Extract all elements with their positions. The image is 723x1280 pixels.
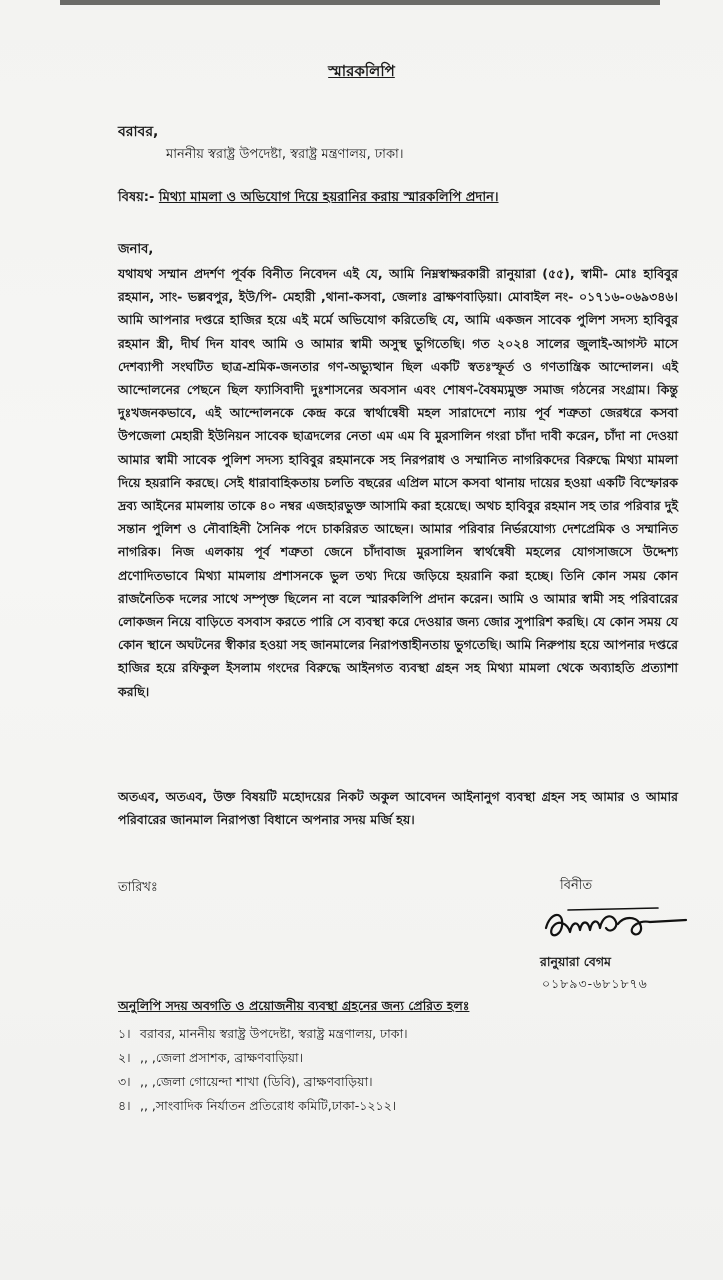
subject-text: মিথ্যা মামলা ও অভিযোগ দিয়ে হয়রানির করায় স্মারকলিপি প্রদান। (158, 190, 499, 205)
list-item: ২। ,, ,জেলা প্রসাশক, ব্রাক্ষণবাড়িয়া। (118, 1050, 304, 1065)
body-paragraph-1: যথাযথ সম্মান প্রদর্শণ পূর্বক বিনীত নিবেদন এই যে, আমি নিম্নস্বাক্ষরকারী রানুয়ারা (৫৫), স্বামী- মোঃ হাবিবুর রহমান, সাং- ভল্লবপুর, ইউ/পি- মেহারী ,থানা-কসবা, জেলাঃ ব্রাক্ষণবাড়িয়া। মোবাইল নং- ০১৭১৬-০৬৯৩৪৬। আমি আপনার দপ্তরে হাজির হয়ে এই মর্মে অভিযোগ করিতেছি যে, আমি একজন সাবেক পুলিশ সদস্য হাবিবুর রহমান স্ত্রী, দীর্ঘ দিন যাবৎ আমি ও আমার স্বামী অসুস্থ ভুগিতেছি। গত ২০২৪ সালের জুলাই-আগস্ট মাসে দেশব্যাপী সংঘটিত ছাত্র-শ্রমিক-জনতার গণ-অভ্যুত্থান ছিল একটি স্বতঃস্ফূর্ত ও গণতান্ত্রিক আন্দোলন। এই আন্দোলনের পেছনে ছিল ফ্যাসিবাদী দুঃশাসনের অবসান এবং শোষণ-বৈষম্যমুক্ত সমাজ গঠনের সংগ্রাম। কিন্তু দুঃখজনকভাবে, এই আন্দোলনকে কেন্দ্র করে স্বার্থান্বেষী মহল সারাদেশে ন্যায় পূর্ব শত্রুতা জেরধরে কসবা উপজেলা মেহারী ইউনিয়ন সাবেক ছাত্রদলের নেতা এম এম বি মুরসালিন গংরা চাঁদা দাবী করেন, চাঁদা না দেওয়া আমার স্বামী সাবেক পুলিশ সদস্য হাবিবুর রহমানকে সহ নিরপরাধ ও সম্মানিত নাগরিকদের বিরুদ্ধে মিথ্যা মামলা দিয়ে হয়রানি করছে। সেই ধারাবাহিকতায় চলতি বছরের এপ্রিল মাসে কসবা থানায় দায়ের হওয়া একটি বিস্ফোরক দ্রব্য আইনের মামলায় তাকে ৪০ নম্বর এজহারভুক্ত আসামি করা হয়েছে। অথচ হাবিবুর রহমান সহ তার পরিবার দুই সন্তান পুলিশ ও নৌবাহিনী সৈনিক পদে চাকরিরত আছেন। আমার পরিবার নির্ভরযোগ্য দেশপ্রেমিক ও সম্মানিত নাগরিক। নিজ এলকায় পূর্ব শত্রুতা জেনে চাঁদাবাজ মুরসালিন স্বার্থন্বেষী মহলের যোগসাজসে উদ্দেশ্য প্রণোদিতভাবে মিথ্যা মামলায় প্রশাসনকে ভুল তথ্য দিয়ে জড়িয়ে হয়রানি করা হচ্ছে। তিনি কোন সময় কোন রাজনৈতিক দলের সাথে সম্পৃক্ত ছিলেন না বলে স্মারকলিপি প্রদান করেন। আমি ও আমার স্বামী সহ পরিবারের লোকজন নিয়ে বাড়িতে বসবাস করতে পারি সে ব্যবস্থা করে দেওয়ার জন্য জোর সুপারিশ করছি। যে কোন সময় যে কোন স্থানে অঘটনের স্বীকার হওয়া সহ জানমালের নিরাপত্তাহীনতায় ভুগতেছি। আমি নিরুপায় হয়ে আপনার দপ্তরে হাজির হয়ে রফিকুল ইসলাম গংদের বিরুদ্ধে আইনগত ব্যবস্থা গ্রহন সহ মিথ্যা মামলা থেকে অব্যাহতি প্রত্যাশা করছি। (118, 266, 678, 699)
signer-name: রানুয়ারা বেগম (540, 954, 611, 969)
signer-phone: ০১৮৯৩-৬৮১৮৭৬ (542, 976, 648, 991)
subject-prefix: বিষয়:- (118, 190, 155, 205)
document-title: স্মারকলিপি (328, 62, 395, 80)
addressee-label: বরাবর, (118, 124, 159, 140)
date-label: তারিখঃ (118, 880, 158, 895)
top-edge-shadow (60, 0, 660, 5)
addressee-line: মাননীয় স্বরাষ্ট্র উপদেষ্টা, স্বরাষ্ট্র মন্ত্রণালয়, ঢাকা। (166, 147, 404, 162)
list-item: ৪। ,, ,সাংবাদিক নির্যাতন প্রতিরোধ কমিটি,ঢাকা-১২১২। (118, 1098, 397, 1113)
copy-heading: অনুলিপি সদয় অবগতি ও প্রয়োজনীয় ব্যবস্থা গ্রহনের জন্য প্রেরিত হলঃ (118, 998, 470, 1013)
closing-text: বিনীত (560, 878, 593, 893)
list-item: ৩। ,, ,জেলা গোয়েন্দা শাখা (ডিবি), ব্রাক্ষণবাড়িয়া। (118, 1074, 373, 1089)
salutation: জনাব, (118, 242, 154, 257)
subject-line (118, 188, 678, 209)
list-item: ১। বরাবর, মাননীয় স্বরাষ্ট্র উপদেষ্টা, স্বরাষ্ট্র মন্ত্রণালয়, ঢাকা। (118, 1026, 408, 1041)
handwritten-signature (540, 898, 690, 950)
copy-list (118, 1022, 408, 1118)
body-paragraph-2: অতএব, অতএব, উক্ত বিষয়টি মহোদয়ের নিকট অকুল আবেদন আইনানুগ ব্যবস্থা গ্রহন সহ আমার ও আমার পরিবারের জানমাল নিরাপত্তা বিধানে অপনার সদয় মর্জি হয়। (118, 789, 678, 828)
